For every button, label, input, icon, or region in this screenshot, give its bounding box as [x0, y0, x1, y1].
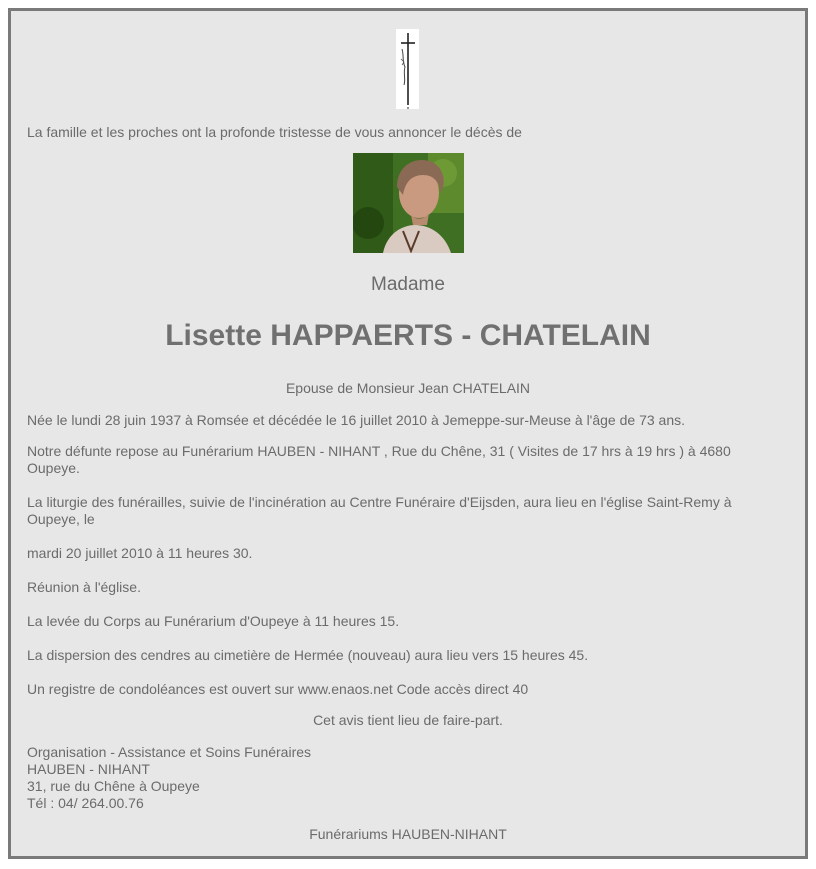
- ashes-text: La dispersion des cendres au cimetière de Hermée (nouveau) aura lieu vers 15 heures 45.: [27, 647, 589, 663]
- cross-icon: [396, 29, 419, 109]
- intro-text: La famille et les proches ont la profonde tristesse de vous annoncer le décès de: [27, 124, 522, 140]
- footer-text: Funérariums HAUBEN-NIHANT: [309, 826, 507, 842]
- organisation-phone: Tél : 04/ 264.00.76: [27, 795, 144, 811]
- body-lifting-text: La levée du Corps au Funérarium d'Oupeye à 11 heures 15.: [27, 613, 400, 629]
- salutation: Madame: [371, 274, 445, 295]
- birth-death-text: Née le lundi 28 juin 1937 à Romsée et décédée le 16 juillet 2010 à Jemeppe-sur-Meuse à l'âge de 73 ans.: [27, 412, 685, 428]
- portrait-photo: [353, 153, 464, 253]
- organisation-line: HAUBEN - NIHANT: [27, 761, 150, 777]
- notice-text: Cet avis tient lieu de faire-part.: [313, 712, 503, 728]
- ceremony-date: mardi 20 juillet 2010 à 11 heures 30.: [27, 545, 253, 561]
- meeting-text: Réunion à l'église.: [27, 579, 141, 595]
- deceased-name: Lisette HAPPAERTS - CHATELAIN: [165, 319, 651, 352]
- spouse-line: Epouse de Monsieur Jean CHATELAIN: [285, 380, 531, 396]
- obituary-card: [8, 8, 808, 859]
- organisation-line: Organisation - Assistance et Soins Funéraires: [27, 744, 312, 760]
- cross-emblem: [396, 29, 419, 109]
- rest-place-text: Notre défunte repose au Funérarium HAUBEN - NIHANT , Rue du Chêne, 31 ( Visites de 17 hrs à 19 hrs ) à 4680 Oupeye.: [27, 443, 731, 476]
- organisation-block: [27, 744, 767, 812]
- organisation-address: 31, rue du Chêne à Oupeye: [27, 778, 200, 794]
- registry-text: Un registre de condoléances est ouvert sur www.enaos.net Code accès direct 40: [27, 681, 529, 697]
- liturgy-text: La liturgie des funérailles, suivie de l'incinération au Centre Funéraire d'Eijsden, aura lieu en l'église Saint-Remy à Oupeye, le: [27, 494, 732, 527]
